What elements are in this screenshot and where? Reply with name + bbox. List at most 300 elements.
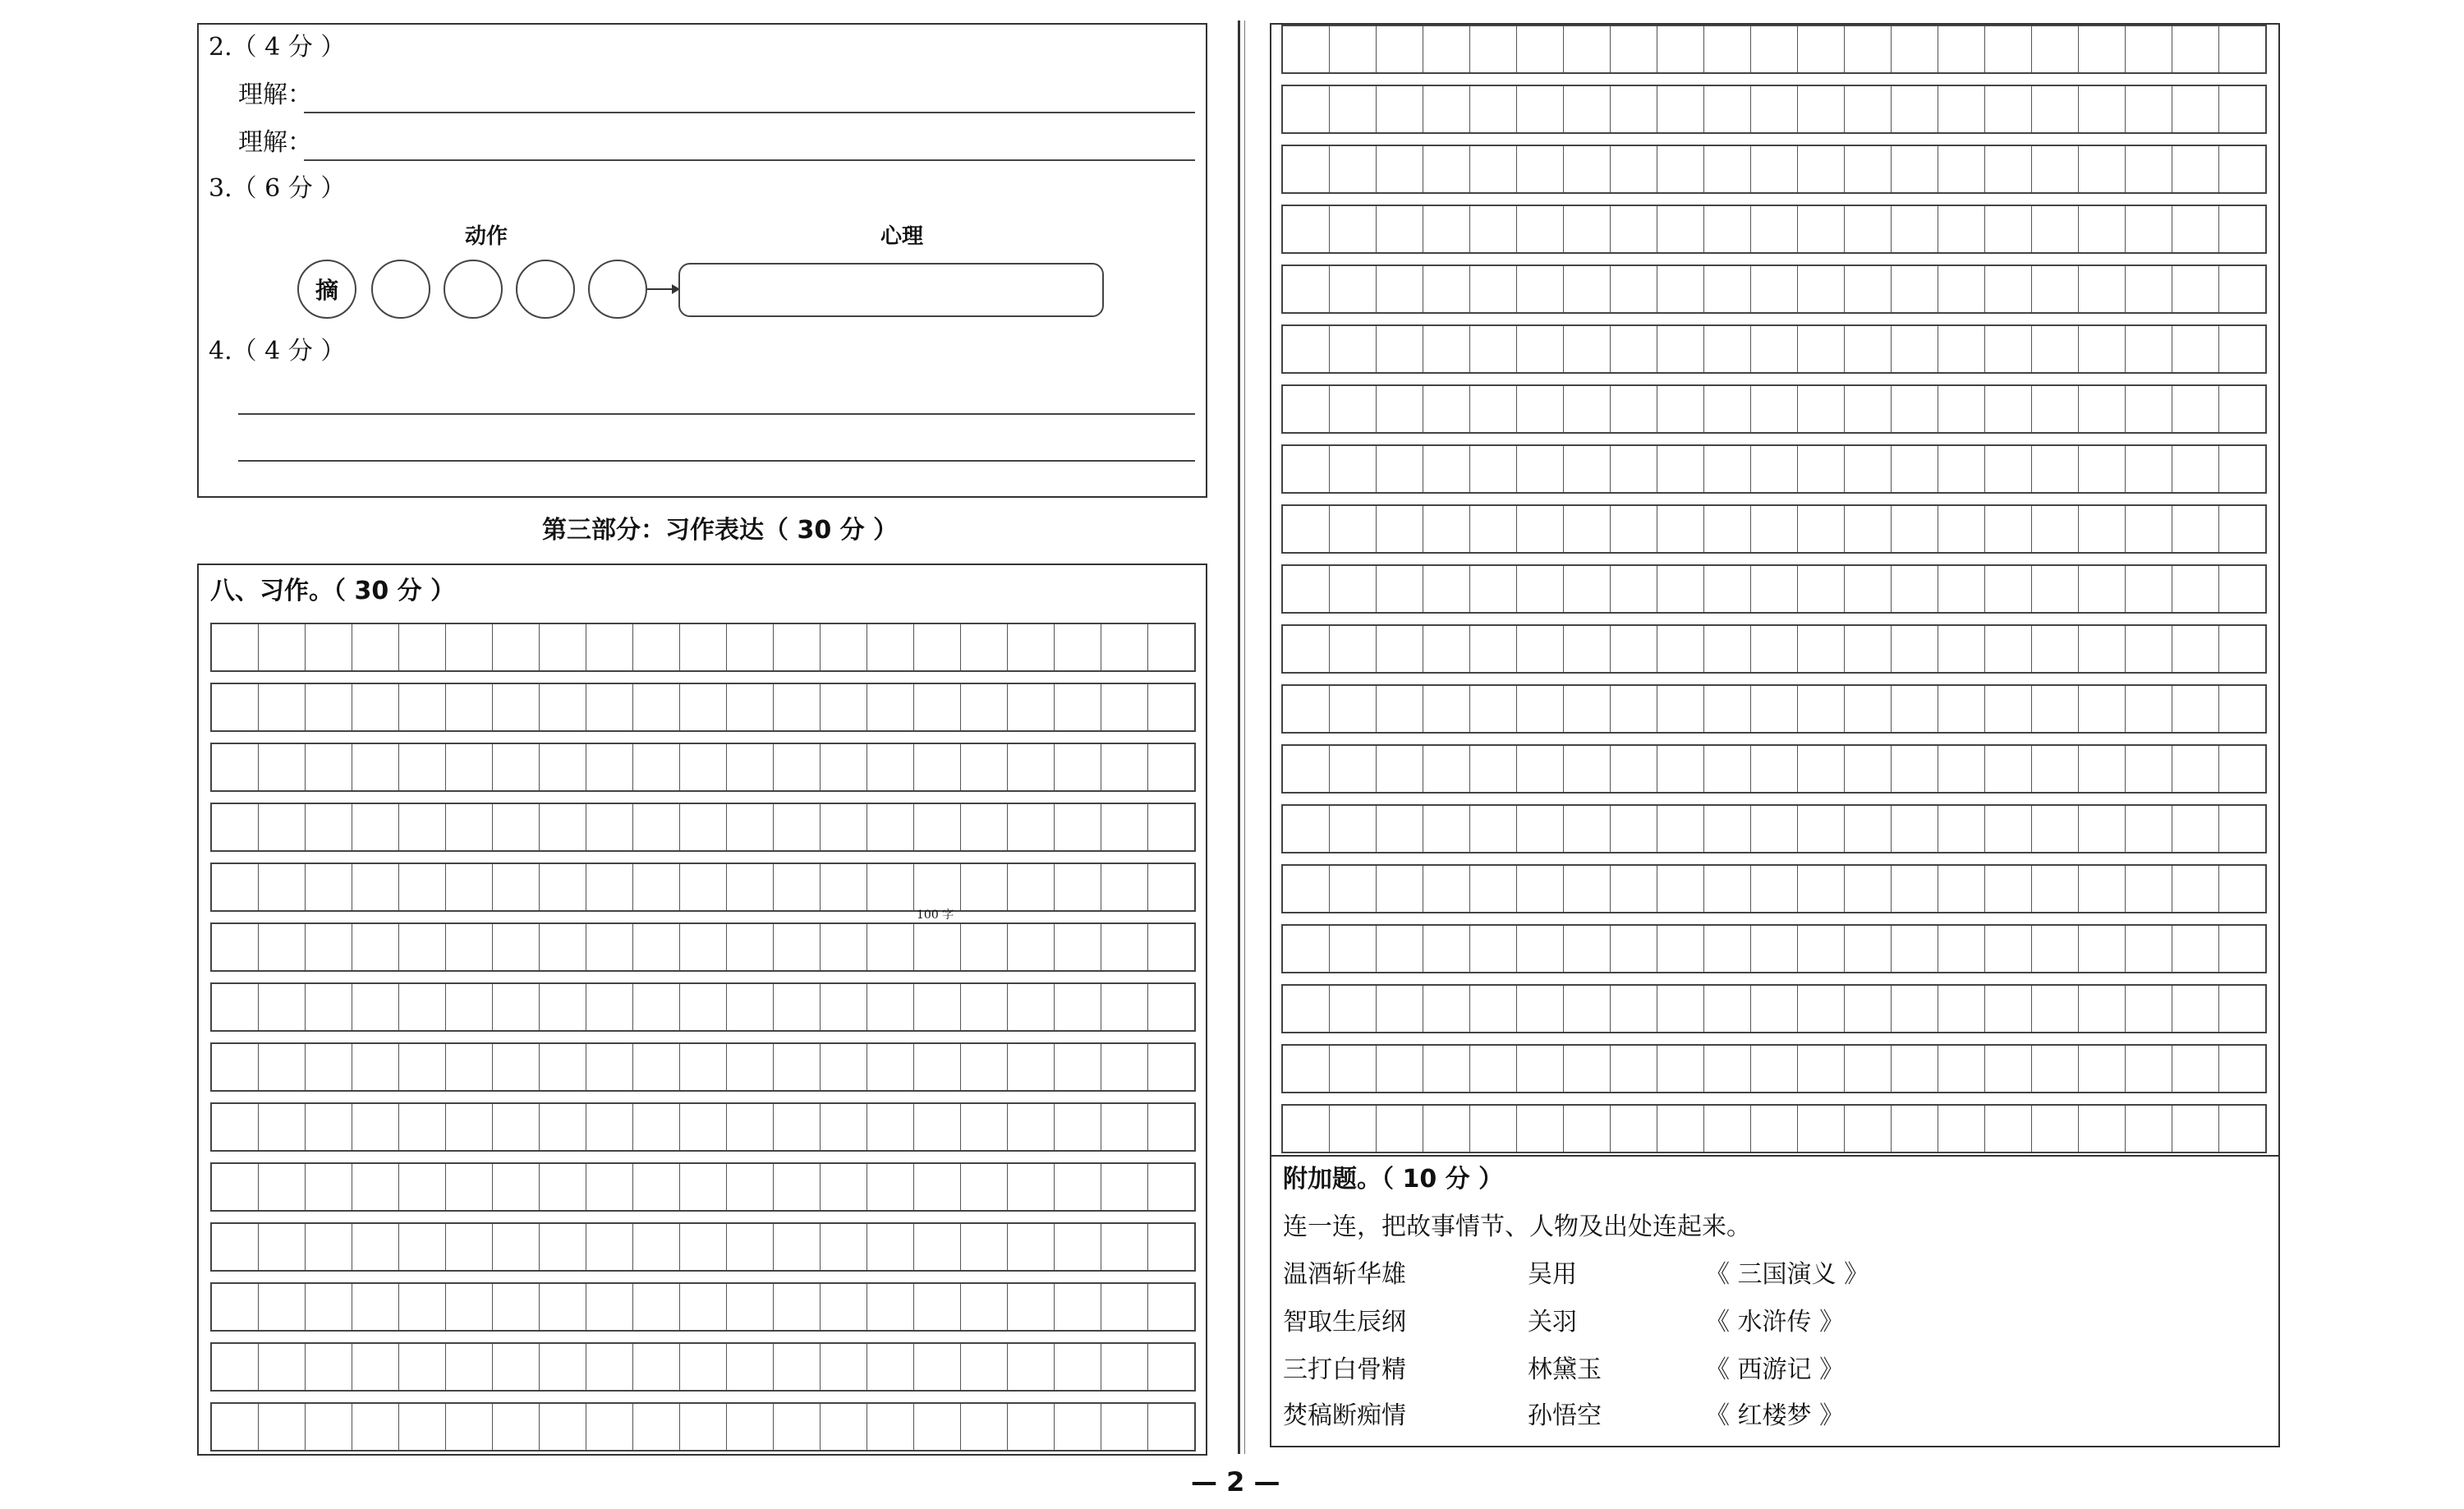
- grid-cell[interactable]: [2032, 326, 2079, 372]
- grid-cell[interactable]: [2032, 26, 2079, 72]
- grid-cell[interactable]: [2126, 26, 2172, 72]
- grid-cell[interactable]: [1564, 266, 1611, 312]
- grid-cell[interactable]: [1892, 1106, 1938, 1152]
- grid-cell[interactable]: [259, 1104, 306, 1150]
- grid-cell[interactable]: [727, 1164, 774, 1210]
- grid-cell[interactable]: [1657, 86, 1704, 132]
- grid-cell[interactable]: [867, 864, 914, 910]
- bonus-book[interactable]: 《 西游记 》: [1705, 1355, 1845, 1384]
- grid-cell[interactable]: [2126, 866, 2172, 912]
- grid-cell[interactable]: [1517, 926, 1564, 972]
- grid-cell[interactable]: [2032, 626, 2079, 672]
- q2-answer-line-1[interactable]: [304, 112, 1195, 113]
- grid-cell[interactable]: [1985, 326, 2032, 372]
- grid-cell[interactable]: [1657, 26, 1704, 72]
- grid-cell[interactable]: [821, 1104, 867, 1150]
- grid-cell[interactable]: [493, 744, 540, 790]
- grid-cell[interactable]: [1985, 146, 2032, 192]
- grid-cell[interactable]: [821, 684, 867, 730]
- grid-cell[interactable]: [1283, 626, 1330, 672]
- grid-cell[interactable]: [1751, 326, 1798, 372]
- grid-cell[interactable]: [821, 1344, 867, 1390]
- grid-cell[interactable]: [1008, 1284, 1055, 1330]
- grid-cell[interactable]: [961, 624, 1008, 670]
- grid-cell[interactable]: [1101, 1104, 1148, 1150]
- grid-cell[interactable]: [1517, 866, 1564, 912]
- grid-cell[interactable]: [1055, 1344, 1101, 1390]
- grid-cell[interactable]: [212, 1104, 259, 1150]
- grid-cell[interactable]: [2219, 326, 2265, 372]
- grid-cell[interactable]: [1938, 26, 1985, 72]
- grid-cell[interactable]: [1938, 146, 1985, 192]
- grid-cell[interactable]: [1101, 1404, 1148, 1450]
- grid-cell[interactable]: [1611, 566, 1657, 612]
- grid-cell[interactable]: [821, 624, 867, 670]
- grid-cell[interactable]: [446, 744, 493, 790]
- grid-cell[interactable]: [1564, 446, 1611, 492]
- grid-cell[interactable]: [1055, 1164, 1101, 1210]
- grid-cell[interactable]: [1423, 146, 1470, 192]
- grid-cell[interactable]: [1423, 686, 1470, 732]
- grid-cell[interactable]: [633, 1224, 680, 1270]
- grid-cell[interactable]: [680, 1284, 727, 1330]
- grid-cell[interactable]: [1611, 626, 1657, 672]
- grid-cell[interactable]: [774, 864, 821, 910]
- grid-cell[interactable]: [1985, 506, 2032, 552]
- grid-cell[interactable]: [1892, 866, 1938, 912]
- grid-cell[interactable]: [867, 1104, 914, 1150]
- grid-cell[interactable]: [1657, 1046, 1704, 1092]
- grid-cell[interactable]: [2126, 1046, 2172, 1092]
- grid-cell[interactable]: [1148, 684, 1194, 730]
- grid-cell[interactable]: [633, 1164, 680, 1210]
- grid-cell[interactable]: [1148, 1404, 1194, 1450]
- grid-cell[interactable]: [1611, 506, 1657, 552]
- grid-cell[interactable]: [680, 804, 727, 850]
- grid-cell[interactable]: [1470, 866, 1517, 912]
- grid-cell[interactable]: [259, 1044, 306, 1090]
- grid-cell[interactable]: [1148, 624, 1194, 670]
- grid-cell[interactable]: [540, 984, 586, 1030]
- grid-cell[interactable]: [212, 684, 259, 730]
- grid-cell[interactable]: [727, 1284, 774, 1330]
- grid-cell[interactable]: [1985, 206, 2032, 252]
- grid-cell[interactable]: [1564, 326, 1611, 372]
- grid-cell[interactable]: [1938, 1106, 1985, 1152]
- grid-cell[interactable]: [1148, 984, 1194, 1030]
- grid-cell[interactable]: [306, 1404, 352, 1450]
- grid-cell[interactable]: [2172, 86, 2219, 132]
- grid-cell[interactable]: [1611, 866, 1657, 912]
- grid-cell[interactable]: [212, 1044, 259, 1090]
- grid-cell[interactable]: [1845, 1106, 1892, 1152]
- grid-cell[interactable]: [1892, 746, 1938, 792]
- grid-cell[interactable]: [212, 984, 259, 1030]
- grid-cell[interactable]: [2219, 386, 2265, 432]
- grid-cell[interactable]: [1470, 326, 1517, 372]
- grid-cell[interactable]: [1377, 1046, 1423, 1092]
- grid-cell[interactable]: [1283, 746, 1330, 792]
- grid-cell[interactable]: [1704, 806, 1751, 852]
- grid-cell[interactable]: [727, 744, 774, 790]
- grid-cell[interactable]: [914, 684, 961, 730]
- grid-cell[interactable]: [1470, 746, 1517, 792]
- grid-cell[interactable]: [446, 804, 493, 850]
- grid-cell[interactable]: [1517, 86, 1564, 132]
- grid-cell[interactable]: [1330, 146, 1377, 192]
- grid-cell[interactable]: [1657, 206, 1704, 252]
- grid-cell[interactable]: [961, 1044, 1008, 1090]
- grid-cell[interactable]: [1938, 1046, 1985, 1092]
- grid-cell[interactable]: [2172, 446, 2219, 492]
- grid-cell[interactable]: [1564, 926, 1611, 972]
- grid-cell[interactable]: [1611, 926, 1657, 972]
- grid-cell[interactable]: [2126, 206, 2172, 252]
- grid-cell[interactable]: [1985, 566, 2032, 612]
- grid-cell[interactable]: [1101, 744, 1148, 790]
- grid-cell[interactable]: [2219, 1106, 2265, 1152]
- grid-cell[interactable]: [1704, 326, 1751, 372]
- grid-cell[interactable]: [961, 864, 1008, 910]
- grid-cell[interactable]: [1985, 746, 2032, 792]
- grid-cell[interactable]: [633, 684, 680, 730]
- grid-cell[interactable]: [1148, 1284, 1194, 1330]
- grid-cell[interactable]: [1845, 506, 1892, 552]
- grid-cell[interactable]: [399, 804, 446, 850]
- grid-cell[interactable]: [1704, 206, 1751, 252]
- grid-cell[interactable]: [1798, 1106, 1845, 1152]
- grid-cell[interactable]: [352, 804, 399, 850]
- grid-cell[interactable]: [2172, 626, 2219, 672]
- grid-cell[interactable]: [1517, 506, 1564, 552]
- grid-cell[interactable]: [1148, 1044, 1194, 1090]
- grid-cell[interactable]: [259, 624, 306, 670]
- grid-cell[interactable]: [446, 684, 493, 730]
- grid-cell[interactable]: [2079, 326, 2126, 372]
- grid-cell[interactable]: [1148, 924, 1194, 970]
- grid-cell[interactable]: [1330, 86, 1377, 132]
- grid-cell[interactable]: [2079, 566, 2126, 612]
- grid-cell[interactable]: [1845, 1046, 1892, 1092]
- grid-cell[interactable]: [1798, 206, 1845, 252]
- grid-cell[interactable]: [212, 624, 259, 670]
- grid-cell[interactable]: [586, 984, 633, 1030]
- grid-cell[interactable]: [1938, 746, 1985, 792]
- grid-cell[interactable]: [1283, 386, 1330, 432]
- bonus-event[interactable]: 智取生辰纲: [1283, 1308, 1406, 1336]
- grid-cell[interactable]: [961, 684, 1008, 730]
- grid-cell[interactable]: [1377, 26, 1423, 72]
- grid-cell[interactable]: [1985, 986, 2032, 1032]
- grid-cell[interactable]: [2126, 626, 2172, 672]
- grid-cell[interactable]: [2219, 566, 2265, 612]
- grid-cell[interactable]: [540, 1104, 586, 1150]
- grid-cell[interactable]: [2032, 1046, 2079, 1092]
- grid-cell[interactable]: [1985, 1106, 2032, 1152]
- grid-cell[interactable]: [1330, 686, 1377, 732]
- grid-cell[interactable]: [727, 924, 774, 970]
- grid-cell[interactable]: [1657, 1106, 1704, 1152]
- grid-cell[interactable]: [821, 804, 867, 850]
- grid-cell[interactable]: [1330, 926, 1377, 972]
- grid-cell[interactable]: [1657, 926, 1704, 972]
- grid-cell[interactable]: [1008, 1344, 1055, 1390]
- grid-cell[interactable]: [212, 864, 259, 910]
- grid-cell[interactable]: [1845, 146, 1892, 192]
- grid-cell[interactable]: [633, 984, 680, 1030]
- grid-cell[interactable]: [727, 1104, 774, 1150]
- grid-cell[interactable]: [2126, 266, 2172, 312]
- grid-cell[interactable]: [586, 624, 633, 670]
- grid-cell[interactable]: [1423, 386, 1470, 432]
- grid-cell[interactable]: [1330, 806, 1377, 852]
- grid-cell[interactable]: [774, 1224, 821, 1270]
- q3-action-circle[interactable]: [588, 260, 647, 319]
- grid-cell[interactable]: [867, 1164, 914, 1210]
- grid-cell[interactable]: [867, 1344, 914, 1390]
- grid-cell[interactable]: [1751, 566, 1798, 612]
- grid-cell[interactable]: [1704, 506, 1751, 552]
- grid-cell[interactable]: [1657, 746, 1704, 792]
- grid-cell[interactable]: [1101, 1284, 1148, 1330]
- grid-cell[interactable]: [1892, 146, 1938, 192]
- grid-cell[interactable]: [586, 684, 633, 730]
- grid-cell[interactable]: [914, 1404, 961, 1450]
- grid-cell[interactable]: [1611, 146, 1657, 192]
- grid-cell[interactable]: [1798, 386, 1845, 432]
- grid-cell[interactable]: [1611, 806, 1657, 852]
- grid-cell[interactable]: [446, 624, 493, 670]
- grid-cell[interactable]: [1704, 866, 1751, 912]
- grid-cell[interactable]: [1517, 806, 1564, 852]
- grid-cell[interactable]: [1798, 446, 1845, 492]
- grid-cell[interactable]: [493, 864, 540, 910]
- grid-cell[interactable]: [633, 1104, 680, 1150]
- grid-cell[interactable]: [1470, 266, 1517, 312]
- grid-cell[interactable]: [867, 1224, 914, 1270]
- grid-cell[interactable]: [1470, 686, 1517, 732]
- grid-cell[interactable]: [914, 1164, 961, 1210]
- grid-cell[interactable]: [1564, 506, 1611, 552]
- grid-cell[interactable]: [1283, 866, 1330, 912]
- grid-cell[interactable]: [821, 924, 867, 970]
- grid-cell[interactable]: [1470, 206, 1517, 252]
- grid-cell[interactable]: [1798, 626, 1845, 672]
- grid-cell[interactable]: [1938, 506, 1985, 552]
- grid-cell[interactable]: [1657, 866, 1704, 912]
- grid-cell[interactable]: [352, 1284, 399, 1330]
- grid-cell[interactable]: [2032, 86, 2079, 132]
- grid-cell[interactable]: [1938, 686, 1985, 732]
- grid-cell[interactable]: [1055, 864, 1101, 910]
- grid-cell[interactable]: [1985, 626, 2032, 672]
- grid-cell[interactable]: [914, 804, 961, 850]
- grid-cell[interactable]: [1611, 266, 1657, 312]
- grid-cell[interactable]: [1055, 744, 1101, 790]
- grid-cell[interactable]: [680, 684, 727, 730]
- grid-cell[interactable]: [352, 624, 399, 670]
- grid-cell[interactable]: [680, 1164, 727, 1210]
- grid-cell[interactable]: [1517, 626, 1564, 672]
- grid-cell[interactable]: [2032, 686, 2079, 732]
- grid-cell[interactable]: [2126, 146, 2172, 192]
- grid-cell[interactable]: [961, 1404, 1008, 1450]
- grid-cell[interactable]: [1283, 266, 1330, 312]
- grid-cell[interactable]: [1148, 1104, 1194, 1150]
- q3-mind-answer-box[interactable]: [678, 263, 1104, 317]
- bonus-event[interactable]: 焚稿断痴情: [1283, 1401, 1406, 1430]
- grid-cell[interactable]: [867, 804, 914, 850]
- grid-cell[interactable]: [1008, 1104, 1055, 1150]
- grid-cell[interactable]: [2032, 446, 2079, 492]
- grid-cell[interactable]: [1985, 686, 2032, 732]
- grid-cell[interactable]: [774, 1164, 821, 1210]
- grid-cell[interactable]: [2172, 1106, 2219, 1152]
- grid-cell[interactable]: [867, 1404, 914, 1450]
- grid-cell[interactable]: [540, 1224, 586, 1270]
- grid-cell[interactable]: [1564, 566, 1611, 612]
- grid-cell[interactable]: [1330, 26, 1377, 72]
- grid-cell[interactable]: [2172, 926, 2219, 972]
- grid-cell[interactable]: [1845, 626, 1892, 672]
- grid-cell[interactable]: [540, 864, 586, 910]
- grid-cell[interactable]: [1938, 626, 1985, 672]
- grid-cell[interactable]: [1148, 1224, 1194, 1270]
- grid-cell[interactable]: [1564, 386, 1611, 432]
- grid-cell[interactable]: [1377, 326, 1423, 372]
- grid-cell[interactable]: [2172, 686, 2219, 732]
- grid-cell[interactable]: [1517, 1046, 1564, 1092]
- grid-cell[interactable]: [1564, 806, 1611, 852]
- grid-cell[interactable]: [586, 1164, 633, 1210]
- grid-cell[interactable]: [1377, 626, 1423, 672]
- grid-cell[interactable]: [633, 624, 680, 670]
- grid-cell[interactable]: [540, 924, 586, 970]
- grid-cell[interactable]: [2219, 926, 2265, 972]
- grid-cell[interactable]: [2126, 686, 2172, 732]
- grid-cell[interactable]: [2032, 146, 2079, 192]
- grid-cell[interactable]: [1377, 746, 1423, 792]
- grid-cell[interactable]: [399, 924, 446, 970]
- grid-cell[interactable]: [1283, 26, 1330, 72]
- grid-cell[interactable]: [2219, 1046, 2265, 1092]
- grid-cell[interactable]: [2079, 26, 2126, 72]
- grid-cell[interactable]: [2219, 686, 2265, 732]
- grid-cell[interactable]: [914, 1224, 961, 1270]
- grid-cell[interactable]: [1657, 686, 1704, 732]
- grid-cell[interactable]: [680, 1344, 727, 1390]
- bonus-person[interactable]: 孙悟空: [1528, 1401, 1602, 1430]
- q3-action-circle[interactable]: [371, 260, 430, 319]
- grid-cell[interactable]: [1377, 206, 1423, 252]
- grid-cell[interactable]: [212, 1224, 259, 1270]
- grid-cell[interactable]: [1330, 506, 1377, 552]
- grid-cell[interactable]: [446, 1044, 493, 1090]
- grid-cell[interactable]: [914, 1284, 961, 1330]
- grid-cell[interactable]: [1845, 566, 1892, 612]
- q4-answer-line-2[interactable]: [238, 460, 1195, 462]
- grid-cell[interactable]: [1938, 326, 1985, 372]
- grid-cell[interactable]: [1330, 266, 1377, 312]
- grid-cell[interactable]: [774, 1284, 821, 1330]
- grid-cell[interactable]: [1423, 1106, 1470, 1152]
- grid-cell[interactable]: [633, 1404, 680, 1450]
- grid-cell[interactable]: [1892, 626, 1938, 672]
- grid-cell[interactable]: [2172, 866, 2219, 912]
- grid-cell[interactable]: [2032, 1106, 2079, 1152]
- grid-cell[interactable]: [2172, 806, 2219, 852]
- grid-cell[interactable]: [2079, 746, 2126, 792]
- grid-cell[interactable]: [259, 804, 306, 850]
- grid-cell[interactable]: [586, 1284, 633, 1330]
- grid-cell[interactable]: [1704, 146, 1751, 192]
- grid-cell[interactable]: [212, 744, 259, 790]
- grid-cell[interactable]: [306, 1044, 352, 1090]
- grid-cell[interactable]: [1611, 26, 1657, 72]
- grid-cell[interactable]: [867, 924, 914, 970]
- grid-cell[interactable]: [821, 864, 867, 910]
- grid-cell[interactable]: [1470, 1106, 1517, 1152]
- grid-cell[interactable]: [1008, 624, 1055, 670]
- grid-cell[interactable]: [914, 1344, 961, 1390]
- grid-cell[interactable]: [1377, 1106, 1423, 1152]
- grid-cell[interactable]: [1101, 1164, 1148, 1210]
- grid-cell[interactable]: [727, 1224, 774, 1270]
- grid-cell[interactable]: [961, 804, 1008, 850]
- grid-cell[interactable]: [2219, 506, 2265, 552]
- grid-cell[interactable]: [1657, 146, 1704, 192]
- grid-cell[interactable]: [259, 1224, 306, 1270]
- grid-cell[interactable]: [1423, 986, 1470, 1032]
- grid-cell[interactable]: [1938, 806, 1985, 852]
- grid-cell[interactable]: [1564, 206, 1611, 252]
- grid-cell[interactable]: [914, 744, 961, 790]
- grid-cell[interactable]: [399, 1164, 446, 1210]
- grid-cell[interactable]: [1892, 26, 1938, 72]
- grid-cell[interactable]: [399, 1104, 446, 1150]
- grid-cell[interactable]: [446, 864, 493, 910]
- grid-cell[interactable]: [306, 984, 352, 1030]
- grid-cell[interactable]: [1657, 806, 1704, 852]
- grid-cell[interactable]: [1564, 26, 1611, 72]
- grid-cell[interactable]: [1657, 566, 1704, 612]
- grid-cell[interactable]: [1330, 566, 1377, 612]
- grid-cell[interactable]: [352, 1344, 399, 1390]
- grid-cell[interactable]: [1377, 866, 1423, 912]
- grid-cell[interactable]: [2079, 206, 2126, 252]
- grid-cell[interactable]: [259, 1164, 306, 1210]
- grid-cell[interactable]: [1423, 566, 1470, 612]
- grid-cell[interactable]: [774, 804, 821, 850]
- grid-cell[interactable]: [1751, 86, 1798, 132]
- grid-cell[interactable]: [1517, 1106, 1564, 1152]
- grid-cell[interactable]: [867, 624, 914, 670]
- grid-cell[interactable]: [1611, 326, 1657, 372]
- grid-cell[interactable]: [1611, 206, 1657, 252]
- grid-cell[interactable]: [633, 804, 680, 850]
- grid-cell[interactable]: [867, 984, 914, 1030]
- grid-cell[interactable]: [1704, 446, 1751, 492]
- grid-cell[interactable]: [1657, 326, 1704, 372]
- grid-cell[interactable]: [1704, 746, 1751, 792]
- grid-cell[interactable]: [1101, 1224, 1148, 1270]
- grid-cell[interactable]: [1657, 266, 1704, 312]
- grid-cell[interactable]: [2032, 746, 2079, 792]
- grid-cell[interactable]: [2032, 986, 2079, 1032]
- grid-cell[interactable]: [2079, 386, 2126, 432]
- grid-cell[interactable]: [2032, 926, 2079, 972]
- grid-cell[interactable]: [774, 1404, 821, 1450]
